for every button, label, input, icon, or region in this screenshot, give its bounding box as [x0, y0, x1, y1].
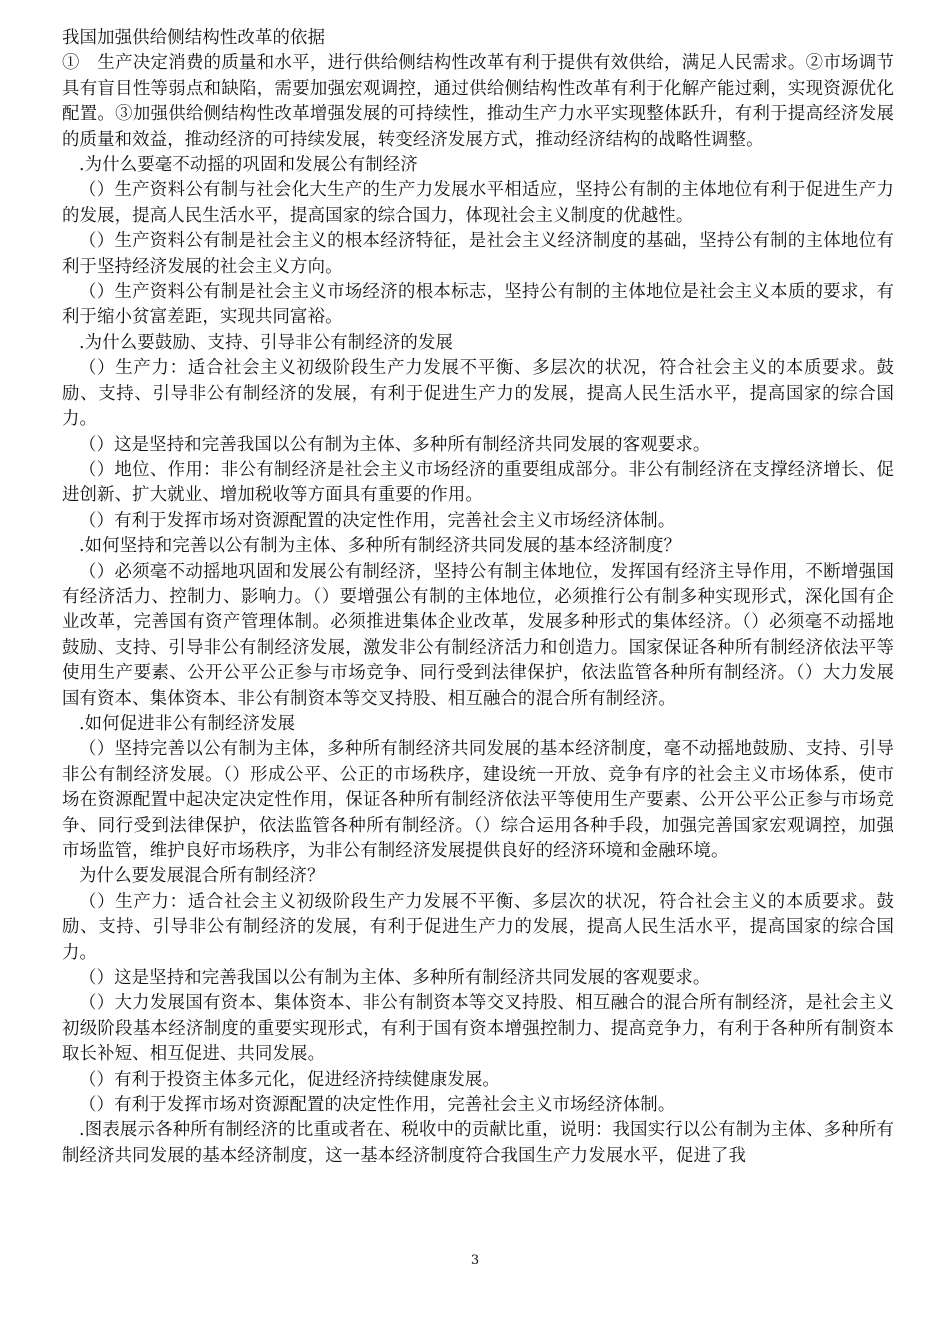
- document-page: [62, 26, 894, 1169]
- paragraph-chart-explanation: .图表展示各种所有制经济的比重或者在、税收中的贡献比重，说明：我国实行以公有制为主体、多种所有制经济共同发展的基本经济制度，这一基本经济制度符合我国生产力发展水平，促进了我: [62, 1120, 894, 1166]
- paragraph-public-ownership-3: （）生产资料公有制是社会主义市场经济的根本标志，坚持公有制的主体地位是社会主义本质的要求，有利于缩小贫富差距，实现共同富裕。: [62, 282, 894, 328]
- paragraph-promote-non-public: （）坚持完善以公有制为主体，多种所有制经济共同发展的基本经济制度，毫不动摇地鼓励、支持、引导非公有制经济发展。（）形成公平、公正的市场秩序，建设统一开放、竞争有序的社会主义市场体系，使市场在资源配置中起决定决定性作用，保证各种所有制经济依法平等使用生产要素、公开公平公正参与市场竞争、同行受到法律保护，依法监管各种所有制经济。（）综合运用各种手段，加强完善国家宏观调控，加强市场监管，维护良好市场秩序，为非公有制经济发展提供良好的经济环境和金融环境。: [62, 739, 894, 861]
- paragraph-non-public-4: （）有利于发挥市场对资源配置的决定性作用，完善社会主义市场经济体制。: [79, 510, 676, 531]
- heading-basic-economic-system: .如何坚持和完善以公有制为主体、多种所有制经济共同发展的基本经济制度？: [79, 536, 682, 557]
- paragraph-mixed-4: （）有利于投资主体多元化，促进经济持续健康发展。: [79, 1069, 500, 1090]
- paragraph-non-public-3: （）地位、作用：非公有制经济是社会主义市场经济的重要组成部分。非公有制经济在支撑经济增长、促进创新、扩大就业、增加税收等方面具有重要的作用。: [62, 459, 894, 506]
- paragraph-mixed-2: （）这是坚持和完善我国以公有制为主体、多种所有制经济共同发展的客观要求。: [79, 968, 711, 989]
- paragraph-basic-economic-system: （）必须毫不动摇地巩固和发展公有制经济，坚持公有制主体地位，发挥国有经济主导作用，不断增强国有经济活力、控制力、影响力。（）要增强公有制的主体地位，必须推行公有制多种实现形式，深化国有企业改革，完善国有资产管理体制。必须推进集体企业改革，发展多种形式的集体经济。（）必须毫不动摇地鼓励、支持、引导非公有制经济发展，激发非公有制经济活力和创造力。国家保证各种所有制经济依法平等使用生产要素、公开公平公正参与市场竞争、同行受到法律保护，依法监管各种所有制经济。（）大力发展国有资本、集体资本、非公有制资本等交叉持股、相互融合的混合所有制经济。: [62, 561, 894, 709]
- paragraph-public-ownership-2: （）生产资料公有制是社会主义的根本经济特征，是社会主义经济制度的基础，坚持公有制的主体地位有利于坚持经济发展的社会主义方向。: [62, 231, 894, 277]
- heading-public-ownership: .为什么要毫不动摇的巩固和发展公有制经济: [79, 155, 418, 176]
- paragraph-non-public-2: （）这是坚持和完善我国以公有制为主体、多种所有制经济共同发展的客观要求。: [79, 434, 711, 455]
- paragraph-mixed-5: （）有利于发挥市场对资源配置的决定性作用，完善社会主义市场经济体制。: [79, 1095, 676, 1116]
- paragraph-public-ownership-1: （）生产资料公有制与社会化大生产的生产力发展水平相适应，坚持公有制的主体地位有利于促进生产力的发展，提高人民生活水平，提高国家的综合国力，体现社会主义制度的优越性。: [62, 180, 894, 226]
- page-number: 3: [470, 1253, 480, 1268]
- paragraph-mixed-1: （）生产力：适合社会主义初级阶段生产力发展不平衡、多层次的状况，符合社会主义的本质要求。鼓励、支持、引导非公有制经济的发展，有利于促进生产力的发展，提高人民生活水平，提高国家的综合国力。: [62, 891, 894, 963]
- heading-promote-non-public: .如何促进非公有制经济发展: [79, 713, 296, 734]
- paragraph-mixed-3: （）大力发展国有资本、集体资本、非公有制资本等交叉持股、相互融合的混合所有制经济，是社会主义初级阶段基本经济制度的重要实现形式，有利于国有资本增强控制力、提高竞争力，有利于各种所有制资本取长补短、相互促进、共同发展。: [62, 993, 894, 1065]
- heading-mixed-ownership: 为什么要发展混合所有制经济？: [79, 866, 325, 887]
- heading-non-public-economy: .为什么要鼓励、支持、引导非公有制经济的发展: [79, 332, 454, 353]
- paragraph-non-public-1: （）生产力：适合社会主义初级阶段生产力发展不平衡、多层次的状况，符合社会主义的本质要求。鼓励、支持、引导非公有制经济的发展，有利于促进生产力的发展，提高人民生活水平，提高国家的综合国力。: [62, 358, 894, 430]
- heading-supply-side-reform: 我国加强供给侧结构性改革的依据: [62, 28, 326, 48]
- paragraph-supply-side-basis: ① 生产决定消费的质量和水平，进行供给侧结构性改革有利于提供有效供给，满足人民需求。②市场调节具有盲目性等弱点和缺陷，需要加强宏观调控，通过供给侧结构性改革有利于化解产能过剩，实现资源优化配置。③加强供给侧结构性改革增强发展的可持续性，推动生产力水平实现整体跃升，有利于提高经济发展的质量和效益，推动经济的可持续发展，转变经济发展方式，推动经济结构的战略性调整。: [62, 53, 894, 150]
